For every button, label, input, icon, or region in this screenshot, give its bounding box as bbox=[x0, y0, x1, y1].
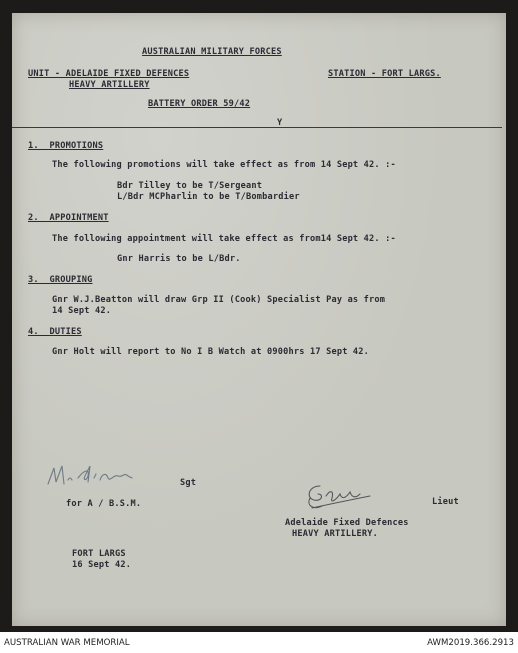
date-line: 16 Sept 42. bbox=[72, 560, 132, 570]
battery-order: BATTERY ORDER 59/42 bbox=[148, 99, 251, 109]
left-rank: Sgt bbox=[180, 478, 197, 488]
section-heading-promotions: 1. PROMOTIONS bbox=[28, 141, 104, 151]
section-line: L/Bdr MCPharlin to be T/Bombardier bbox=[117, 192, 300, 202]
header-rule bbox=[12, 127, 502, 128]
section-line: The following appointment will take effect as from14 Sept 42. :- bbox=[52, 234, 396, 244]
section-line: Gnr Harris to be L/Bdr. bbox=[117, 254, 241, 264]
section-heading-appointment: 2. APPOINTMENT bbox=[28, 213, 109, 223]
left-handwritten-signature bbox=[44, 460, 164, 492]
right-rank: Lieut bbox=[432, 497, 459, 507]
left-for-label: for A / B.S.M. bbox=[66, 499, 142, 509]
station-line: STATION - FORT LARGS. bbox=[328, 69, 441, 79]
footer-accession-number: AWM2019.366.2913 bbox=[427, 638, 514, 648]
section-line: Bdr Tilley to be T/Sergeant bbox=[117, 181, 263, 191]
section-line: Gnr W.J.Beatton will draw Grp II (Cook) Specialist Pay as from bbox=[52, 295, 386, 305]
section-heading-duties: 4. DUTIES bbox=[28, 327, 82, 337]
section-line: The following promotions will take effect as from 14 Sept 42. :- bbox=[52, 160, 396, 170]
document-title: AUSTRALIAN MILITARY FORCES bbox=[142, 47, 282, 57]
place-line: FORT LARGS bbox=[72, 549, 126, 559]
right-handwritten-signature bbox=[300, 478, 380, 514]
section-line: 14 Sept 42. bbox=[52, 306, 112, 316]
order-mark: Y bbox=[277, 118, 283, 128]
section-line: Gnr Holt will report to No I B Watch at 0900hrs 17 Sept 42. bbox=[52, 347, 370, 357]
unit-line-1: UNIT - ADELAIDE FIXED DEFENCES bbox=[28, 69, 190, 79]
document-page bbox=[12, 13, 506, 626]
footer-archive-name: AUSTRALIAN WAR MEMORIAL bbox=[4, 638, 130, 648]
right-unit-line-2: HEAVY ARTILLERY. bbox=[292, 529, 378, 539]
right-unit-line-1: Adelaide Fixed Defences bbox=[285, 518, 409, 528]
section-heading-grouping: 3. GROUPING bbox=[28, 275, 93, 285]
unit-line-2: HEAVY ARTILLERY bbox=[69, 80, 150, 90]
